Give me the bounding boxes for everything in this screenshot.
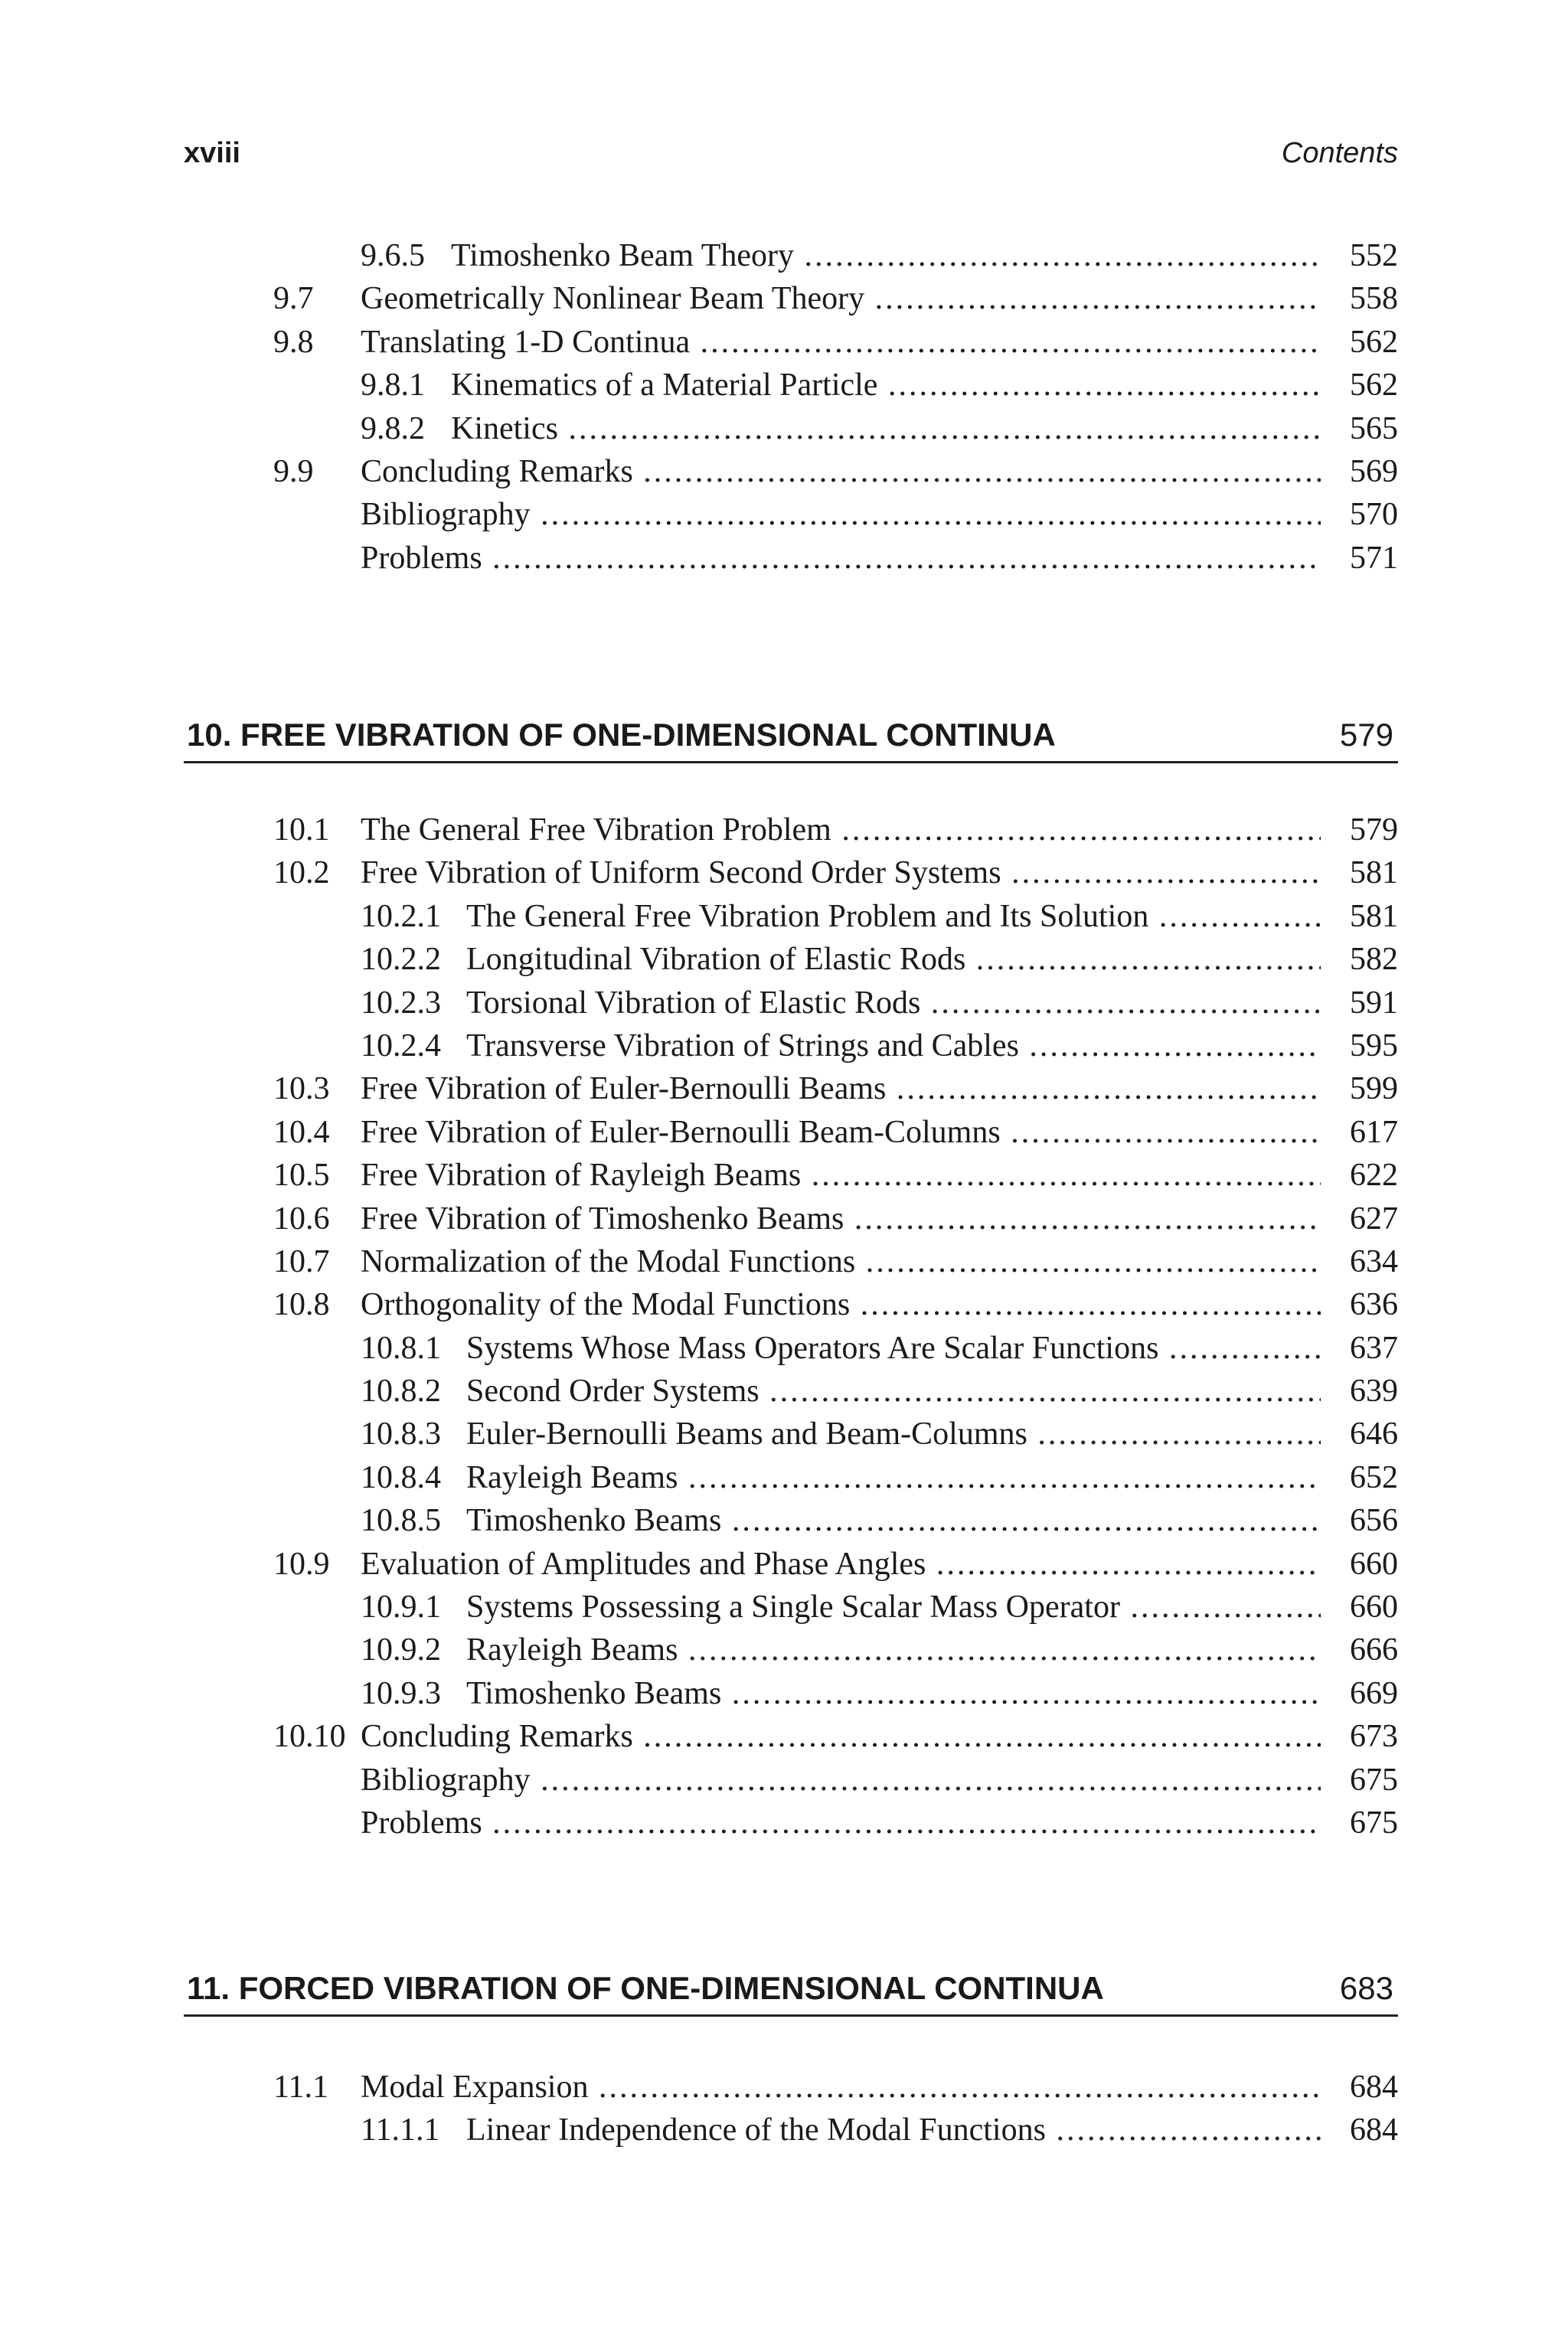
toc-entry[interactable] [0, 407, 1568, 450]
entry-title [361, 1672, 1321, 1715]
entry-title-text: Systems Possessing a Single Scalar Mass Operator [466, 1589, 1120, 1625]
section-number: 10.10 [273, 1719, 346, 1755]
entry-title [361, 364, 1321, 407]
toc-entry[interactable] [0, 1629, 1568, 1671]
entry-title [361, 1283, 1321, 1326]
toc-entry[interactable] [0, 2109, 1568, 2151]
entry-title [361, 1499, 1321, 1542]
page-ref: 571 [1339, 537, 1398, 580]
subsection-number: 10.8.5 [361, 1503, 441, 1539]
running-head: Contents [1281, 137, 1398, 169]
subsection-number: 10.2.4 [361, 1028, 441, 1063]
subsection-number: 9.8.2 [361, 410, 425, 446]
entry-title [361, 493, 1321, 536]
toc-entry[interactable] [0, 1586, 1568, 1629]
entry-title-text: Rayleigh Beams [466, 1459, 678, 1495]
toc-entry[interactable] [0, 1802, 1568, 1844]
page-ref: 634 [1339, 1240, 1398, 1283]
page-ref: 595 [1339, 1024, 1398, 1067]
entry-title [361, 1327, 1321, 1370]
page-ref: 675 [1339, 1759, 1398, 1802]
chapter-page-number: 683 [1339, 1970, 1393, 2006]
page-ref: 579 [1339, 809, 1398, 851]
entry-title [361, 809, 1321, 851]
toc-entry[interactable] [0, 234, 1568, 277]
toc-entry[interactable] [0, 1456, 1568, 1499]
toc-entry[interactable] [0, 1499, 1568, 1542]
toc-entry[interactable] [0, 1370, 1568, 1413]
toc-entry[interactable] [0, 1024, 1568, 1067]
toc-entry[interactable] [0, 493, 1568, 536]
page-ref: 569 [1339, 450, 1398, 493]
entry-title-text: Timoshenko Beam Theory [451, 238, 794, 273]
toc-entry[interactable] [0, 938, 1568, 981]
section-number: 9.7 [273, 281, 314, 317]
page-ref: 552 [1339, 234, 1398, 277]
entry-title-text: Normalization of the Modal Functions [361, 1243, 856, 1279]
section-number: 9.9 [273, 453, 314, 489]
page-ref: 666 [1339, 1629, 1398, 1671]
entry-title-text: Bibliography [361, 497, 531, 533]
page-ref: 675 [1339, 1802, 1398, 1844]
entry-title [361, 1111, 1321, 1154]
entry-title-text: Transverse Vibration of Strings and Cables [466, 1028, 1019, 1063]
entry-title-text: Concluding Remarks [361, 453, 633, 489]
entry-title-text: Free Vibration of Euler-Bernoulli Beams [361, 1071, 887, 1107]
page-ref: 581 [1339, 851, 1398, 894]
toc-entry[interactable] [0, 450, 1568, 493]
page-ref: 627 [1339, 1197, 1398, 1240]
subsection-number: 11.1.1 [361, 2112, 440, 2148]
page-number: xviii [184, 137, 240, 169]
entry-title-text: Bibliography [361, 1762, 531, 1798]
page-ref: 558 [1339, 277, 1398, 320]
subsection-number: 10.9.2 [361, 1632, 441, 1668]
toc-entry[interactable] [0, 1067, 1568, 1110]
entry-title-text: Translating 1-D Continua [361, 324, 691, 360]
page-ref: 591 [1339, 982, 1398, 1024]
toc-entry[interactable] [0, 851, 1568, 894]
entry-title [361, 1586, 1321, 1629]
section-number: 10.2 [273, 855, 330, 891]
entry-title [361, 277, 1321, 320]
page-ref: 646 [1339, 1413, 1398, 1456]
entry-title [361, 895, 1321, 938]
entry-title-text: Second Order Systems [466, 1374, 760, 1410]
chapter-heading-10[interactable] [184, 714, 1398, 763]
page-ref: 636 [1339, 1283, 1398, 1326]
entry-title [361, 1197, 1321, 1240]
entry-title [361, 1456, 1321, 1499]
entry-title [361, 982, 1321, 1024]
toc-entry[interactable] [0, 982, 1568, 1024]
entry-title-text: Kinetics [451, 410, 558, 446]
subsection-number: 9.8.1 [361, 368, 425, 403]
toc-entry[interactable] [0, 321, 1568, 364]
entry-title-text: Problems [361, 540, 482, 576]
entry-title-text: Concluding Remarks [361, 1719, 633, 1755]
section-number: 9.8 [273, 324, 314, 360]
entry-title [361, 1240, 1321, 1283]
toc-section-9 [0, 234, 1568, 580]
entry-title-text: Linear Independence of the Modal Functions [466, 2112, 1046, 2148]
entry-title-text: Rayleigh Beams [466, 1632, 678, 1668]
toc-entry[interactable] [0, 1283, 1568, 1326]
section-number: 10.8 [273, 1287, 330, 1323]
entry-title-text: Longitudinal Vibration of Elastic Rods [466, 942, 966, 978]
page-ref: 617 [1339, 1111, 1398, 1154]
section-number: 10.7 [273, 1243, 330, 1279]
entry-title [361, 450, 1321, 493]
entry-title-text: Free Vibration of Euler-Bernoulli Beam-Columns [361, 1114, 1001, 1150]
entry-title [361, 938, 1321, 981]
chapter-page-number: 579 [1339, 717, 1393, 753]
entry-title [361, 851, 1321, 894]
toc-entry[interactable] [0, 1154, 1568, 1197]
entry-title-text: Problems [361, 1805, 482, 1841]
entry-title [361, 1154, 1321, 1197]
subsection-number: 9.6.5 [361, 238, 425, 273]
toc-entry[interactable] [0, 895, 1568, 938]
toc-entry[interactable] [0, 1327, 1568, 1370]
page-ref: 562 [1339, 321, 1398, 364]
page-ref: 669 [1339, 1672, 1398, 1715]
entry-title [361, 321, 1321, 364]
section-number: 10.4 [273, 1114, 330, 1150]
page-ref: 660 [1339, 1543, 1398, 1586]
entry-title [361, 1715, 1321, 1758]
entry-title-text: The General Free Vibration Problem and Its Solution [466, 898, 1149, 934]
entry-title [361, 1543, 1321, 1586]
page-ref: 656 [1339, 1499, 1398, 1542]
toc-entry[interactable] [0, 277, 1568, 320]
entry-title [361, 1629, 1321, 1671]
subsection-number: 10.8.4 [361, 1459, 441, 1495]
entry-title [361, 1802, 1321, 1844]
entry-title-text: Torsional Vibration of Elastic Rods [466, 985, 921, 1021]
section-number: 11.1 [273, 2070, 328, 2105]
toc-entry[interactable] [0, 1111, 1568, 1154]
entry-title-text: Orthogonality of the Modal Functions [361, 1287, 851, 1323]
entry-title-text: Free Vibration of Uniform Second Order Systems [361, 855, 1001, 891]
subsection-number: 10.2.2 [361, 942, 441, 978]
toc-entry[interactable] [0, 1240, 1568, 1283]
page-ref: 660 [1339, 1586, 1398, 1629]
section-number: 10.9 [273, 1546, 330, 1582]
toc-entry[interactable] [0, 364, 1568, 407]
section-number: 10.5 [273, 1158, 330, 1194]
entry-title [361, 407, 1321, 450]
entry-title-text: Kinematics of a Material Particle [451, 368, 878, 403]
entry-title [361, 1413, 1321, 1456]
subsection-number: 10.9.3 [361, 1675, 441, 1711]
chapter-heading-11[interactable] [184, 1967, 1398, 2017]
section-number: 10.3 [273, 1071, 330, 1107]
entry-title-text: Geometrically Nonlinear Beam Theory [361, 281, 865, 317]
entry-title [361, 2109, 1321, 2151]
toc-chapter-10 [0, 809, 1568, 1844]
page-ref: 622 [1339, 1154, 1398, 1197]
toc-entry[interactable] [0, 1543, 1568, 1586]
toc-entry[interactable] [0, 1759, 1568, 1802]
entry-title [361, 1024, 1321, 1067]
entry-title-text: The General Free Vibration Problem [361, 812, 831, 848]
subsection-number: 10.2.3 [361, 985, 441, 1021]
entry-title-text: Euler-Bernoulli Beams and Beam-Columns [466, 1416, 1027, 1452]
section-number: 10.6 [273, 1201, 330, 1237]
entry-title-text: Evaluation of Amplitudes and Phase Angles [361, 1546, 926, 1582]
toc-entry[interactable] [0, 809, 1568, 851]
entry-title-text: Systems Whose Mass Operators Are Scalar Functions [466, 1330, 1159, 1366]
entry-title [361, 1759, 1321, 1802]
toc-entry[interactable] [0, 1672, 1568, 1715]
chapter-title: 11. FORCED VIBRATION OF ONE-DIMENSIONAL CONTINUA [187, 1970, 1104, 2006]
subsection-number: 10.9.1 [361, 1589, 441, 1625]
page-ref: 637 [1339, 1327, 1398, 1370]
page-ref: 581 [1339, 895, 1398, 938]
toc-entry[interactable] [0, 1413, 1568, 1456]
page-ref: 673 [1339, 1715, 1398, 1758]
page-ref: 684 [1339, 2109, 1398, 2151]
entry-title [361, 234, 1321, 277]
page-ref: 582 [1339, 938, 1398, 981]
entry-title-text: Free Vibration of Rayleigh Beams [361, 1158, 802, 1194]
page-ref: 599 [1339, 1067, 1398, 1110]
subsection-number: 10.8.1 [361, 1330, 441, 1366]
page-ref: 562 [1339, 364, 1398, 407]
entry-title [361, 1067, 1321, 1110]
page-ref: 652 [1339, 1456, 1398, 1499]
subsection-number: 10.8.2 [361, 1374, 441, 1410]
section-number: 10.1 [273, 812, 330, 848]
subsection-number: 10.2.1 [361, 898, 441, 934]
toc-entry[interactable] [0, 537, 1568, 580]
page-ref: 684 [1339, 2066, 1398, 2109]
page-ref: 565 [1339, 407, 1398, 450]
toc-chapter-11 [0, 2066, 1568, 2152]
entry-title-text: Timoshenko Beams [466, 1675, 722, 1711]
entry-title [361, 1370, 1321, 1413]
toc-entry[interactable] [0, 1715, 1568, 1758]
entry-title-text: Modal Expansion [361, 2070, 589, 2105]
entry-title-text: Free Vibration of Timoshenko Beams [361, 1201, 844, 1237]
entry-title [361, 2066, 1321, 2109]
chapter-title: 10. FREE VIBRATION OF ONE-DIMENSIONAL CONTINUA [187, 717, 1056, 753]
entry-title [361, 537, 1321, 580]
page-ref: 639 [1339, 1370, 1398, 1413]
page-ref: 570 [1339, 493, 1398, 536]
subsection-number: 10.8.3 [361, 1416, 441, 1452]
toc-entry[interactable] [0, 2066, 1568, 2109]
entry-title-text: Timoshenko Beams [466, 1503, 722, 1539]
toc-entry[interactable] [0, 1197, 1568, 1240]
